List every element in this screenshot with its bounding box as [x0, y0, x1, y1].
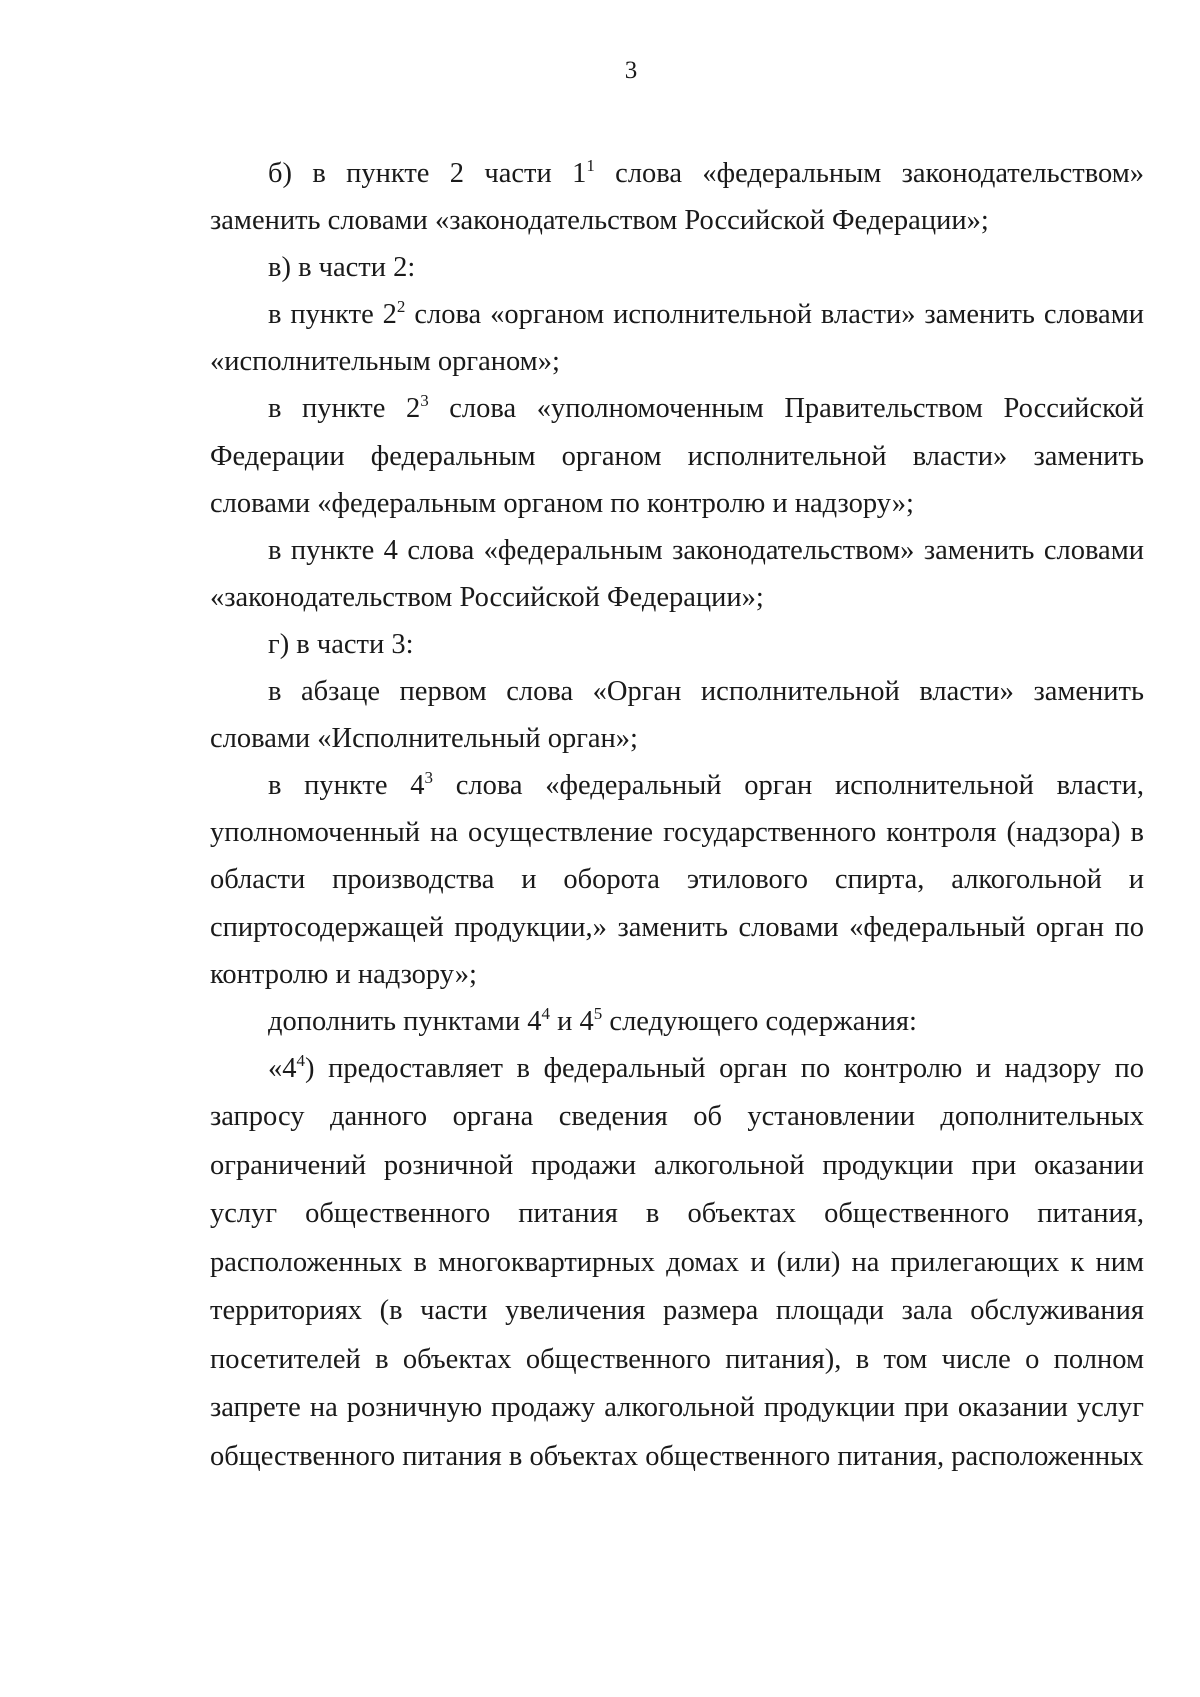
paragraph-point-2-3 [210, 385, 1144, 526]
paragraph-point-4-4 [210, 1045, 1144, 1482]
superscript-text: 3 [424, 768, 433, 788]
paragraph-text: в пункте 2 [268, 393, 421, 425]
paragraph-point-4 [210, 527, 1144, 621]
paragraph-text: в пункте 4 слова «федеральным законодательством» заменить словами «законодательством Российской Федерации»; [210, 534, 1144, 613]
paragraph-text: ) предоставляет в федеральный орган по контролю и надзору по запросу данного органа сведения об установлении дополнительных ограничений розничной продажи алкогольной продукции при оказании услуг общественного питания в объектах общественного питания, расположенных в многоквартирных домах и (или) на прилегающих к ним территориях (в части увеличения размера площади зала обслуживания посетителей в объектах общественного питания), в том числе о полном запрете на розничную продажу алкогольной продукции при оказании услуг общественного питания в объектах общественного питания, расположенных [210, 1052, 1144, 1472]
superscript-index [296, 1050, 306, 1084]
paragraph-text: в пункте 2 [268, 299, 397, 331]
paragraph-text: следующего содержания: [602, 1005, 917, 1037]
paragraph-item-v [210, 244, 1144, 291]
paragraph-text: слова «федеральный орган исполнительной власти, уполномоченный на осуществление государственного контроля (надзора) в области производства и оборота этилового спирта, алкогольной и спиртосодержащей продукции,» заменить словами «федеральный орган по контролю и надзору»; [210, 770, 1145, 990]
superscript-text: 2 [396, 297, 406, 317]
superscript-text: 3 [420, 391, 429, 411]
paragraph-text: г) в части 3: [268, 628, 414, 660]
superscript-index [586, 158, 595, 189]
page-number: 3 [624, 57, 638, 84]
superscript-index [541, 1003, 551, 1037]
superscript-text: 4 [296, 1050, 305, 1070]
paragraph-text: слова «уполномоченным Правительством Российской Федерации федеральным органом исполнительной власти» заменить словами «федеральным органом по контролю и надзору»; [210, 393, 1144, 519]
paragraph-text: дополнить пунктами 4 [268, 1005, 542, 1037]
paragraph-text: в) в части 2: [268, 252, 416, 284]
paragraph-text: слова «федеральным законодательством» заменить словами «законодательством Российской Федерации»; [210, 158, 1144, 237]
superscript-index [425, 770, 434, 801]
paragraph-add-points [210, 998, 1144, 1045]
paragraph-text: в пункте 4 [268, 770, 425, 802]
paragraph-text: б) в пункте 2 части 1 [268, 158, 587, 189]
paragraph-point-4-3 [210, 762, 1144, 997]
paragraph-text: и 4 [550, 1005, 594, 1037]
superscript-index [420, 393, 429, 424]
paragraph-point-2-2 [210, 291, 1144, 385]
superscript-text: 5 [593, 1003, 603, 1023]
document-body [210, 150, 1144, 1481]
paragraph-first-abzac [210, 668, 1144, 762]
paragraph-text: слова «органом исполнительной власти» заменить словами «исполнительным органом»; [210, 299, 1144, 378]
superscript-text: 4 [541, 1003, 551, 1023]
paragraph-item-b [210, 150, 1144, 244]
paragraph-text: в абзаце первом слова «Орган исполнительной власти» заменить словами «Исполнительный орган»; [210, 676, 1144, 755]
paragraph-item-g [210, 621, 1144, 668]
paragraph-text: «4 [268, 1052, 297, 1084]
superscript-text: 1 [586, 156, 595, 175]
